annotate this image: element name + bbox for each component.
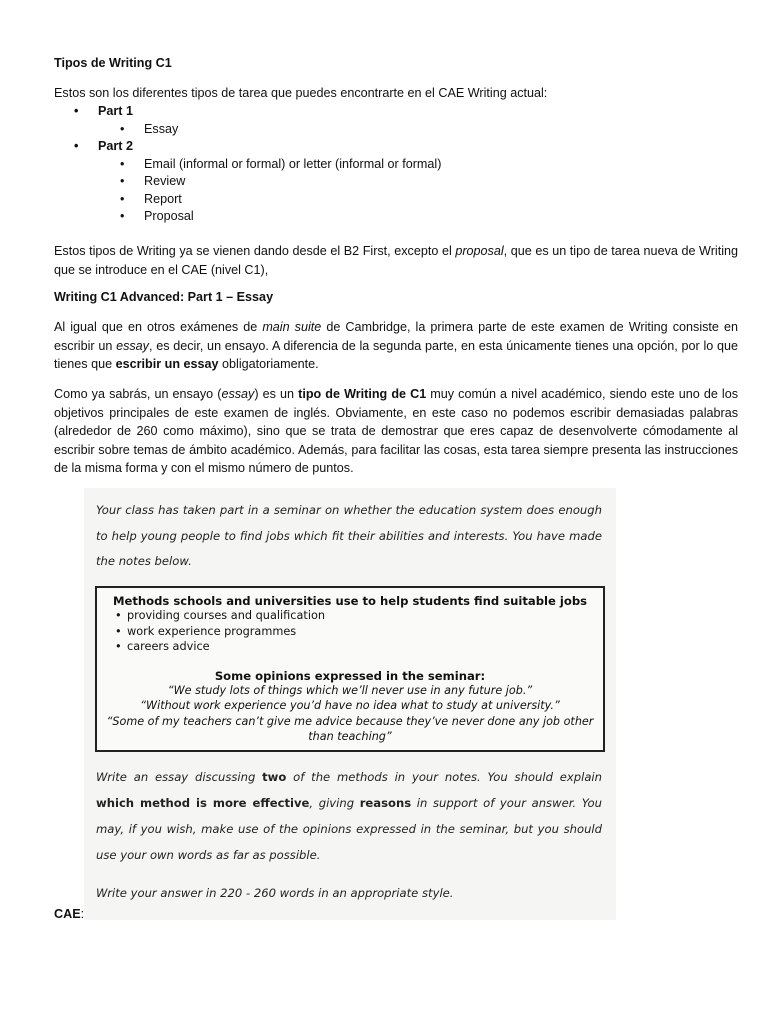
list-item: • careers advice — [127, 639, 603, 655]
opinions-quotes — [97, 683, 603, 745]
opinions-title: Some opinions expressed in the seminar: — [214, 668, 486, 683]
task-instructions: Write an essay discussing two of the methods in your notes. You should explain which method is more effective, giving reasons in support of your answer. You may, if you wish, make use of the opinions expressed in the seminar, but you should use your own words as far as possible. — [96, 770, 603, 862]
list-item: • Proposal — [98, 208, 441, 226]
list-item: • Report — [98, 191, 441, 209]
paragraph-essay-intro: Al igual que en otros exámenes de main suite de Cambridge, la primera parte de este examen de Writing consiste en escribir un essay, es decir, un ensayo. A diferencia de la segunda parte, en esta únicamente tienes una opción, por lo que tienes que escribir un essay obligatoriamente. — [54, 320, 738, 371]
part1-sublist — [98, 121, 441, 139]
part2-sublist — [98, 156, 441, 226]
paragraph-essay-details: Como ya sabrás, un ensayo (essay) es un tipo de Writing de C1 muy común a nivel académico, siendo este uno de los objetivos principales de este examen de inglés. Obviamente, en este caso no podemos escribir demasiadas palabras (alrededor de 260 como máximo), sino que se trata de demostrar que eres capaz de desenvolverte cómodamente al escribir sobre temas de ámbito académico. Además, para facilitar las cosas, esta tarea siempre presenta las instrucciones de la misma forma y con el mismo número de puntos. — [54, 387, 739, 475]
task-prompt: Your class has taken part in a seminar on whether the education system does enough to help young people to find jobs which fit their abilities and interests. You have made the notes below. — [96, 503, 602, 568]
paragraph-proposal: Estos tipos de Writing ya se vienen dando desde el B2 First, excepto el proposal, que es un tipo de tarea nueva de Writing que se introduce en el CAE (nivel C1), — [54, 244, 738, 277]
intro-text: Estos son los diferentes tipos de tarea que puedes encontrarte en el CAE Writing actual: — [54, 86, 548, 100]
list-item: • work experience programmes — [127, 624, 603, 640]
list-item: • Essay — [98, 121, 441, 139]
task-types-list — [54, 103, 441, 226]
methods-list — [97, 608, 603, 655]
section-heading: Writing C1 Advanced: Part 1 – Essay — [54, 290, 274, 304]
list-item-part2 — [54, 138, 441, 226]
part-label: Part 2 — [98, 139, 134, 153]
task-word-count: Write your answer in 220 - 260 words in an appropriate style. — [96, 886, 454, 900]
list-item-part1 — [54, 103, 441, 138]
cae-label: CAE: — [54, 907, 85, 921]
notes-box-title: Methods schools and universities use to help students find suitable jobs — [112, 594, 588, 608]
notes-box — [95, 586, 605, 752]
list-item: • providing courses and qualification — [127, 608, 603, 624]
exam-task-image — [84, 488, 616, 920]
list-item: • Email (informal or formal) or letter (informal or formal) — [98, 156, 441, 174]
list-item: • Review — [98, 173, 441, 191]
quote: “Without work experience you’d have no idea what to study at university.” — [140, 699, 560, 712]
page-title: Tipos de Writing C1 — [54, 56, 172, 70]
part-label: Part 1 — [98, 104, 134, 118]
quote: “Some of my teachers can’t give me advice because they’ve never done any job other than teaching” — [106, 714, 594, 743]
quote: “We study lots of things which we’ll never use in any future job.” — [167, 683, 533, 697]
